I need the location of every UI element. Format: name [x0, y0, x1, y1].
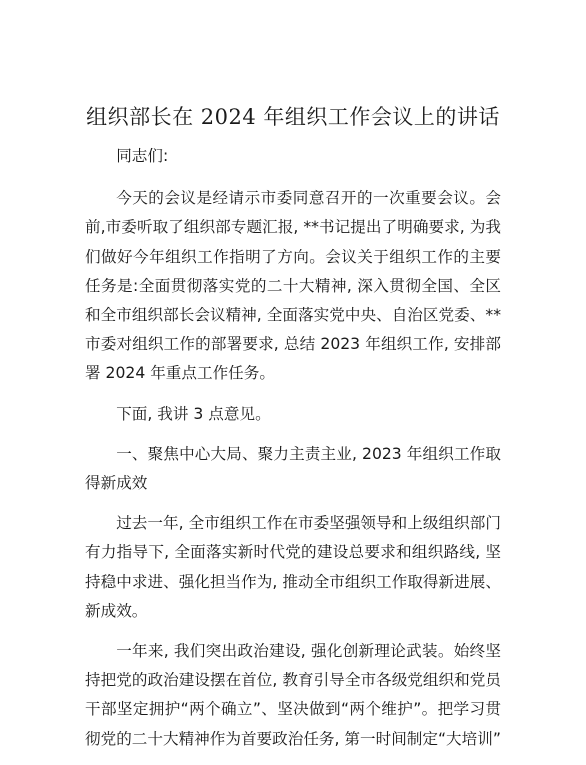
section-heading-1: 一、聚焦中心大局、聚力主责主业, 2023 年组织工作取得新成效 [85, 444, 501, 493]
document-title: 组织部长在 2024 年组织工作会议上的讲话 [86, 105, 500, 129]
salutation: 同志们: [116, 147, 169, 165]
paragraph-transition: 下面, 我讲 3 点意见。 [116, 404, 271, 423]
paragraph-intro: 今天的会议是经请示市委同意召开的一次重要会议。会前,市委听取了组织部专题汇报, **书记提出了明确要求, 为我们做好今年组织工作指明了方向。会议关于组织工作的主要任务是:全面贯彻落实党的二十大精神, 深入贯彻全国、全区和全市组织部长会议精神, 全面落实党中央、自治区党委、**市委对组织工作的部署要求, 总结 2023 年组织工作, 安排部署 2024 年重点工作任务。 [85, 189, 501, 383]
document-body [85, 142, 501, 765]
paragraph-review: 过去一年, 全市组织工作在市委坚强领导和上级组织部门有力指导下, 全面落实新时代党的建设总要求和组织路线, 坚持稳中求进、强化担当作为, 推动全市组织工作取得新进展、新成效。 [85, 514, 501, 620]
paragraph-political: 一年来, 我们突出政治建设, 强化创新理论武装。始终坚持把党的政治建设摆在首位, 教育引导全市各级党组织和党员干部坚定拥护“两个确立”、坚决做到“两个维护”。把学习贯彻党的二十大精神作为首要政治任务, 第一时间制定“大培训” [85, 642, 501, 748]
